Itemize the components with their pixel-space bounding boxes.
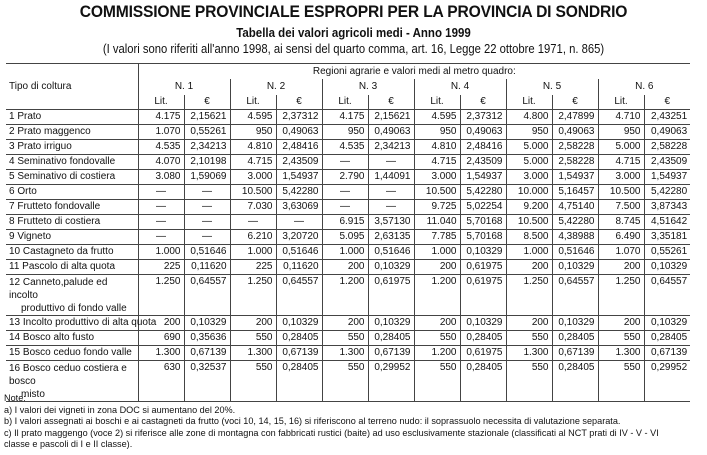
value-euro: 1,44091 [368,170,414,185]
value-lire: 550 [230,331,276,346]
value-euro: 0,10329 [184,316,230,331]
value-euro: 0,61975 [368,275,414,316]
value-lire: 550 [598,331,644,346]
value-lire: 8.500 [506,230,552,245]
crop-name: 9 Vigneto [6,230,138,245]
value-lire: 10.000 [506,185,552,200]
value-euro: 2,58228 [552,155,598,170]
note-a: a) I valori dei vigneti in zona DOC si aumentano del 20%. [4,404,236,416]
crop-name: 7 Frutteto fondovalle [6,200,138,215]
table-subtitle: Tabella dei valori agricoli medi - Anno 1999 [236,26,471,40]
table-row [6,215,690,230]
value-euro: 0,10329 [644,260,690,275]
table-row [6,275,690,316]
unit-lit-header: Lit. [414,95,460,110]
value-euro: 5,42280 [552,215,598,230]
value-euro: 0,10329 [552,260,598,275]
value-lire: — [138,200,184,215]
value-euro: 2,58228 [644,140,690,155]
value-euro: — [368,155,414,170]
value-lire: 1.250 [230,275,276,316]
value-euro: 5,16457 [552,185,598,200]
value-euro: 4,75140 [552,200,598,215]
value-euro: 0,67139 [368,346,414,361]
crop-name: 11 Pascolo di alta quota [6,260,138,275]
value-euro: 0,10329 [460,245,506,260]
value-euro: 0,49063 [460,125,506,140]
value-lire: 4.535 [138,140,184,155]
value-lire: 1.000 [322,245,368,260]
value-lire: 1.250 [138,275,184,316]
value-euro: — [276,215,322,230]
crop-name: 15 Bosco ceduo fondo valle [6,346,138,361]
value-lire: 3.080 [138,170,184,185]
value-euro: — [184,230,230,245]
region-header-4: N. 4 [414,79,506,95]
unit-eur-header: € [552,95,598,110]
value-lire: 5.000 [598,140,644,155]
value-euro: 2,43509 [276,155,322,170]
region-header-5: N. 5 [506,79,598,95]
crop-name: 5 Seminativo di costiera [6,170,138,185]
value-euro: 0,49063 [276,125,322,140]
value-lire: 550 [414,361,460,402]
value-lire: 6.490 [598,230,644,245]
value-lire: 3.000 [598,170,644,185]
unit-lit-header: Lit. [506,95,552,110]
value-lire: 1.250 [506,275,552,316]
notes-section [4,393,676,451]
value-euro: 5,42280 [276,185,322,200]
value-euro: 2,58228 [552,140,598,155]
value-euro: — [184,185,230,200]
value-lire: — [138,215,184,230]
value-lire: 7.500 [598,200,644,215]
value-lire: 1.300 [322,346,368,361]
value-lire: 11.040 [414,215,460,230]
value-lire: 1.200 [322,275,368,316]
value-euro: 2,47899 [552,110,598,125]
reference-note: (I valori sono riferiti all'anno 1998, ai sensi del quarto comma, art. 16, Legge 22 ottobre 1971, n. 865) [102,42,605,56]
value-euro: 2,15621 [184,110,230,125]
value-euro: 0,64557 [552,275,598,316]
value-lire: 200 [414,260,460,275]
value-euro: 2,43509 [644,155,690,170]
unit-eur-header: € [644,95,690,110]
value-lire: 550 [506,361,552,402]
unit-lit-header: Lit. [598,95,644,110]
note-c: c) Il prato maggengo (voce 2) si riferisce alle zone di montagna con fabbricati rustici (baite) ad uso esclusivamente stazionale (classificati al NCT prati di IV - V - VI classe e pascoli di I e II classe). [4,427,659,450]
value-lire: 1.300 [506,346,552,361]
value-lire: 10.500 [230,185,276,200]
value-lire: 1.000 [506,245,552,260]
value-euro: 2,43251 [644,110,690,125]
value-euro: 0,10329 [276,316,322,331]
value-euro: 2,37312 [460,110,506,125]
value-euro: 3,20720 [276,230,322,245]
value-euro: 4,38988 [552,230,598,245]
value-lire: 950 [598,125,644,140]
region-header-1: N. 1 [138,79,230,95]
value-euro: 0,55261 [184,125,230,140]
value-lire: 3.000 [506,170,552,185]
value-lire: 4.175 [138,110,184,125]
value-euro: 0,67139 [276,346,322,361]
value-lire: 10.500 [598,185,644,200]
unit-lit-header: Lit. [138,95,184,110]
column-header-crop-type: Tipo di coltura [9,80,72,92]
unit-lit-header: Lit. [230,95,276,110]
value-lire: 950 [322,125,368,140]
region-header-6: N. 6 [598,79,690,95]
value-lire: — [322,185,368,200]
table-row [6,346,690,361]
value-euro: 0,28405 [276,331,322,346]
value-lire: — [138,185,184,200]
value-lire: 4.595 [230,110,276,125]
region-header-3: N. 3 [322,79,414,95]
crop-name: 8 Frutteto di costiera [6,215,138,230]
value-euro: 0,64557 [276,275,322,316]
value-lire: 550 [322,331,368,346]
value-lire: 200 [506,260,552,275]
region-header-2: N. 2 [230,79,322,95]
value-lire: 10.500 [506,215,552,230]
value-lire: 1.200 [414,346,460,361]
value-lire: — [138,230,184,245]
value-lire: 200 [414,316,460,331]
value-euro: 2,15621 [368,110,414,125]
value-euro: 5,70168 [460,215,506,230]
value-euro: 0,51646 [276,245,322,260]
table-row [6,170,690,185]
value-euro: 0,61975 [460,275,506,316]
value-euro: 0,35636 [184,331,230,346]
value-lire: 1.300 [598,346,644,361]
value-lire: — [322,200,368,215]
value-euro: 0,10329 [368,260,414,275]
value-euro: 2,48416 [460,140,506,155]
value-euro: 0,55261 [644,245,690,260]
value-euro: 3,57130 [368,215,414,230]
value-euro: 0,29952 [368,361,414,402]
value-euro: 5,42280 [460,185,506,200]
value-lire: 200 [322,260,368,275]
value-euro: 0,11620 [184,260,230,275]
value-euro: 2,63135 [368,230,414,245]
value-euro: 0,11620 [276,260,322,275]
value-euro: 0,32537 [184,361,230,402]
value-euro: 0,28405 [276,361,322,402]
value-lire: 200 [598,316,644,331]
value-lire: 690 [138,331,184,346]
value-euro: 2,37312 [276,110,322,125]
value-lire: 4.810 [230,140,276,155]
value-euro: 1,59069 [184,170,230,185]
value-euro: 0,51646 [184,245,230,260]
value-euro: 0,29952 [644,361,690,402]
value-euro: 4,51642 [644,215,690,230]
crop-name: 1 Prato [6,110,138,125]
value-lire: 4.715 [414,155,460,170]
crop-name: 10 Castagneto da frutto [6,245,138,260]
value-lire: — [230,215,276,230]
value-euro: 0,64557 [184,275,230,316]
value-euro: 0,61975 [460,346,506,361]
value-euro: 0,28405 [460,361,506,402]
value-lire: 1.000 [138,245,184,260]
value-euro: 2,10198 [184,155,230,170]
crop-name: 12 Canneto,palude ed incolto produttivo di fondo valle [6,275,138,316]
value-lire: 4.715 [598,155,644,170]
value-lire: 4.710 [598,110,644,125]
value-lire: 6.210 [230,230,276,245]
value-euro: 0,49063 [552,125,598,140]
value-lire: 1.200 [414,275,460,316]
value-lire: 1.300 [138,346,184,361]
table-row [6,316,690,331]
value-lire: 225 [230,260,276,275]
value-lire: 200 [322,316,368,331]
value-euro: 2,43509 [460,155,506,170]
value-euro: 3,63069 [276,200,322,215]
value-euro: 0,10329 [552,316,598,331]
table-row [6,245,690,260]
value-euro: 0,67139 [644,346,690,361]
value-euro: 2,34213 [184,140,230,155]
table-row [6,155,690,170]
value-lire: 4.070 [138,155,184,170]
value-lire: 7.785 [414,230,460,245]
value-lire: 4.810 [414,140,460,155]
crop-name: 13 Incolto produttivo di alta quota [6,316,138,331]
value-euro: 2,48416 [276,140,322,155]
value-euro: 0,49063 [368,125,414,140]
table-row [6,185,690,200]
value-euro: 0,51646 [368,245,414,260]
value-lire: 1.250 [598,275,644,316]
document-title: COMMISSIONE PROVINCIALE ESPROPRI PER LA PROVINCIA DI SONDRIO [79,2,628,21]
value-lire: 1.300 [230,346,276,361]
crop-name: 3 Prato irriguo [6,140,138,155]
value-lire: 550 [322,361,368,402]
value-euro: 0,61975 [460,260,506,275]
table-row [6,200,690,215]
crop-name: 4 Seminativo fondovalle [6,155,138,170]
value-lire: — [322,155,368,170]
value-euro: 3,87343 [644,200,690,215]
unit-eur-header: € [276,95,322,110]
crop-name: 14 Bosco alto fusto [6,331,138,346]
value-lire: 4.595 [414,110,460,125]
unit-eur-header: € [184,95,230,110]
value-lire: 4.175 [322,110,368,125]
value-lire: 9.725 [414,200,460,215]
value-euro: 5,42280 [644,185,690,200]
value-euro: — [368,185,414,200]
value-euro: 0,10329 [368,316,414,331]
values-table [6,63,690,402]
value-euro: 0,28405 [460,331,506,346]
value-lire: 4.715 [230,155,276,170]
value-euro: 1,54937 [276,170,322,185]
value-lire: 4.800 [506,110,552,125]
value-lire: 8.745 [598,215,644,230]
value-lire: 6.915 [322,215,368,230]
value-lire: 10.500 [414,185,460,200]
table-row [6,140,690,155]
value-lire: 225 [138,260,184,275]
value-euro: 0,10329 [460,316,506,331]
value-lire: 5.000 [506,155,552,170]
regions-group-header: Regioni agrarie e valori medi al metro quadro: [138,64,690,80]
value-euro: 5,02254 [460,200,506,215]
value-euro: 0,51646 [552,245,598,260]
value-lire: 630 [138,361,184,402]
unit-eur-header: € [460,95,506,110]
value-euro: 0,28405 [644,331,690,346]
value-euro: 0,28405 [368,331,414,346]
value-euro: 0,10329 [644,316,690,331]
value-lire: 200 [598,260,644,275]
note-b: b) I valori assegnati ai boschi e ai castagneti da frutto (voci 10, 14, 15, 16) si riferiscono al terreno nudo: il soprassuolo necessita di valutazione separata. [4,416,621,427]
value-lire: 1.070 [598,245,644,260]
table-row [6,125,690,140]
value-euro: 1,54937 [644,170,690,185]
value-lire: 950 [230,125,276,140]
crop-name: 16 Bosco ceduo costiera e bosco misto [6,361,138,402]
value-lire: 2.790 [322,170,368,185]
value-euro: 0,67139 [184,346,230,361]
value-euro: 0,28405 [552,331,598,346]
value-lire: 4.535 [322,140,368,155]
value-euro: 5,70168 [460,230,506,245]
table-row [6,331,690,346]
value-lire: 550 [414,331,460,346]
unit-lit-header: Lit. [322,95,368,110]
value-lire: 200 [506,316,552,331]
value-euro: — [184,200,230,215]
value-euro: 0,28405 [552,361,598,402]
value-lire: 200 [230,316,276,331]
table-row [6,260,690,275]
crop-name: 6 Orto [6,185,138,200]
unit-eur-header: € [368,95,414,110]
value-euro: 1,54937 [552,170,598,185]
table-row [6,230,690,245]
value-lire: 950 [414,125,460,140]
value-euro: 1,54937 [460,170,506,185]
crop-name: 2 Prato maggenco [6,125,138,140]
value-lire: 550 [598,361,644,402]
value-euro: 0,67139 [552,346,598,361]
value-lire: 950 [506,125,552,140]
value-lire: 3.000 [230,170,276,185]
value-lire: 5.095 [322,230,368,245]
value-euro: 0,64557 [644,275,690,316]
notes-heading: Note: [4,393,26,404]
value-euro: 0,49063 [644,125,690,140]
value-lire: 3.000 [414,170,460,185]
value-euro: — [368,200,414,215]
value-euro: 3,35181 [644,230,690,245]
value-lire: 550 [230,361,276,402]
value-lire: 9.200 [506,200,552,215]
value-euro: — [184,215,230,230]
value-lire: 1.000 [414,245,460,260]
value-lire: 1.070 [138,125,184,140]
table-row [6,110,690,125]
value-lire: 5.000 [506,140,552,155]
value-lire: 550 [506,331,552,346]
value-lire: 200 [138,316,184,331]
value-euro: 2,34213 [368,140,414,155]
value-lire: 7.030 [230,200,276,215]
value-lire: 1.000 [230,245,276,260]
